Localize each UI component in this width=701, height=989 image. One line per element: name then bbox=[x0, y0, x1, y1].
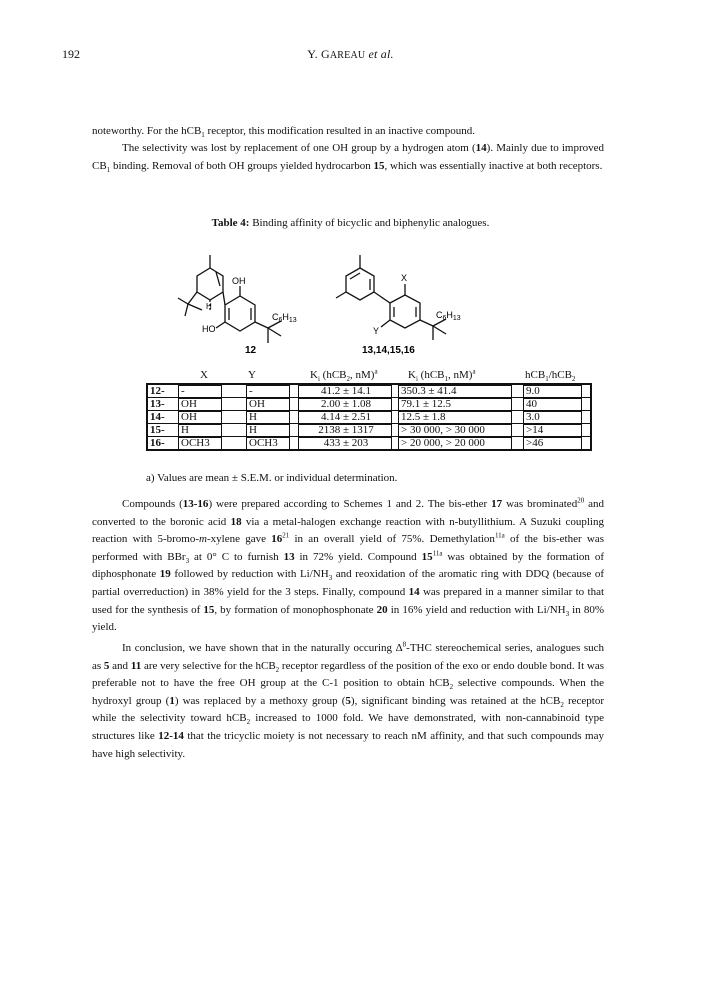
cell-x: OH bbox=[178, 398, 222, 411]
col-header-x: X bbox=[200, 369, 208, 381]
cell-x: OCH3 bbox=[178, 437, 222, 450]
cell-ratio: >14 bbox=[523, 424, 582, 437]
compound-label-13-16: 13,14,15,16 bbox=[362, 345, 415, 356]
cell-ki-cb2: 4.14 ± 2.51 bbox=[298, 411, 392, 424]
atom-ho-12: HO bbox=[202, 324, 216, 334]
cell-y: OH bbox=[246, 398, 290, 411]
cell-y: H bbox=[246, 411, 290, 424]
cell-id: 12- bbox=[150, 385, 165, 397]
structure-13-16 bbox=[336, 255, 446, 340]
cell-ratio: 40 bbox=[523, 398, 582, 411]
table-caption-label: Table 4: bbox=[211, 217, 250, 229]
chain-13-16: $C_6H_{13}$ bbox=[436, 310, 461, 322]
cell-ratio: 3.0 bbox=[523, 411, 582, 424]
cell-ki-cb2: 2138 ± 1317 bbox=[298, 424, 392, 437]
intro-paragraph-2: The selectivity was lost by replacement of one OH group by a hydrogen atom (14). Mainly due to improved $CB_1$ binding. Removal of both OH groups yielded hydrocarbon 15, which was essentially inactive at both receptors. bbox=[92, 142, 604, 174]
table-row bbox=[148, 437, 590, 449]
table-row bbox=[148, 398, 590, 411]
compound-label-12: 12 bbox=[245, 345, 257, 356]
cell-ki-cb1: 79.1 ± 12.5 bbox=[398, 398, 512, 411]
cell-id: 15- bbox=[150, 424, 165, 436]
cell-ki-cb2: 41.2 ± 14.1 bbox=[298, 385, 392, 398]
cell-id: 13- bbox=[150, 398, 165, 410]
table-caption-text: Binding affinity of bicyclic and biphenylic analogues. bbox=[252, 217, 490, 229]
cell-id: 16- bbox=[150, 437, 165, 449]
cell-id: 14- bbox=[150, 411, 165, 423]
intro-paragraph-1: noteworthy. For the hCB$_1$ receptor, this modification resulted in an inactive compound. bbox=[92, 125, 475, 140]
running-title: Y. GAREAU et al. bbox=[307, 47, 394, 61]
table-footnote: a) Values are mean ± S.E.M. or individual determination. bbox=[146, 472, 398, 484]
body-paragraph-1: Compounds (13-16) were prepared according to Schemes 1 and 2. The bis-ether 17 was brominated$^{20}$ and converted to the boronic acid 18 via a metal-halogen exchange reaction with n-butyllithium. A Suzuki coupling reaction with 5-bromo-m-xylene gave $16^{21}$ in an overall yield of 75%. Demethylation$^{11a}$ of the bis-ether was performed with BBr$_3$ at 0° C to furnish 13 in 72% yield. Compound $15^{11a}$ was obtained by the formation of diphosphonate 19 followed by reduction with $Li/NH_3$ and reoxidation of the aromatic ring with DDQ (because of partial overreduction) in 38% yield for the 3 steps. Finally, compound 14 was prepared in a manner similar to that used for the synthesis of 15, by formation of monophosphonate 20 in 16% yield and reduction with $Li/NH_3$ in 80% yield. bbox=[92, 496, 605, 634]
body-paragraph-2: In conclusion, we have shown that in the naturally occuring $\Delta^8$-THC stereochemical series, analogues such as 5 and 11 are very selective for the hCB$_2$ receptor regardless of the position of the exo or endo double bond. It was preferable not to have the free OH group at the C-1 position to obtain hCB$_2$ selective compounds. When the hydroxyl group (1) was replaced by a methoxy group (5), significant binding was retained at the hCB$_2$ receptor while the selectivity toward hCB$_2$ increased to 1000 fold. We have demonstrated, with non-cannabinoid type structures like 12-14 that the tricyclic moiety is not necessary to reach nM affinity, and that such compounds may have high selectivity. bbox=[92, 640, 604, 760]
atom-h-12: H bbox=[206, 302, 212, 311]
table-grid bbox=[146, 383, 592, 451]
chemical-structures bbox=[150, 250, 490, 360]
cell-ratio: >46 bbox=[523, 437, 582, 450]
atom-y: Y bbox=[373, 326, 380, 336]
col-header-ki-cb1: $K_i$ (hCB$_1$, nM)$^a$ bbox=[408, 367, 476, 384]
col-header-ki-cb2: $K_i$ (hCB$_2$, nM)$^a$ bbox=[310, 367, 378, 384]
cell-x: H bbox=[178, 424, 222, 437]
col-header-y: Y bbox=[248, 369, 256, 381]
cell-ki-cb2: 433 ± 203 bbox=[298, 437, 392, 450]
cell-y: OCH3 bbox=[246, 437, 290, 450]
cell-y: - bbox=[246, 385, 290, 398]
cell-ki-cb1: 350.3 ± 41.4 bbox=[398, 385, 512, 398]
atom-x: X bbox=[401, 273, 408, 283]
cell-ki-cb2: 2.00 ± 1.08 bbox=[298, 398, 392, 411]
page-number: 192 bbox=[62, 47, 80, 61]
table-row bbox=[148, 385, 590, 398]
col-header-ratio: hCB$_1$/hCB$_2$ bbox=[525, 369, 576, 384]
table-caption bbox=[0, 217, 701, 229]
chain-12: $C_6H_{13}$ bbox=[272, 312, 297, 324]
cell-ki-cb1: > 30 000, > 30 000 bbox=[398, 424, 512, 437]
atom-oh-12: OH bbox=[232, 276, 246, 286]
cell-ki-cb1: 12.5 ± 1.8 bbox=[398, 411, 512, 424]
table-row bbox=[148, 424, 590, 437]
cell-y: H bbox=[246, 424, 290, 437]
cell-ratio: 9.0 bbox=[523, 385, 582, 398]
table-row bbox=[148, 411, 590, 424]
cell-ki-cb1: > 20 000, > 20 000 bbox=[398, 437, 512, 450]
cell-x: - bbox=[178, 385, 222, 398]
structure-12 bbox=[178, 255, 281, 343]
cell-x: OH bbox=[178, 411, 222, 424]
